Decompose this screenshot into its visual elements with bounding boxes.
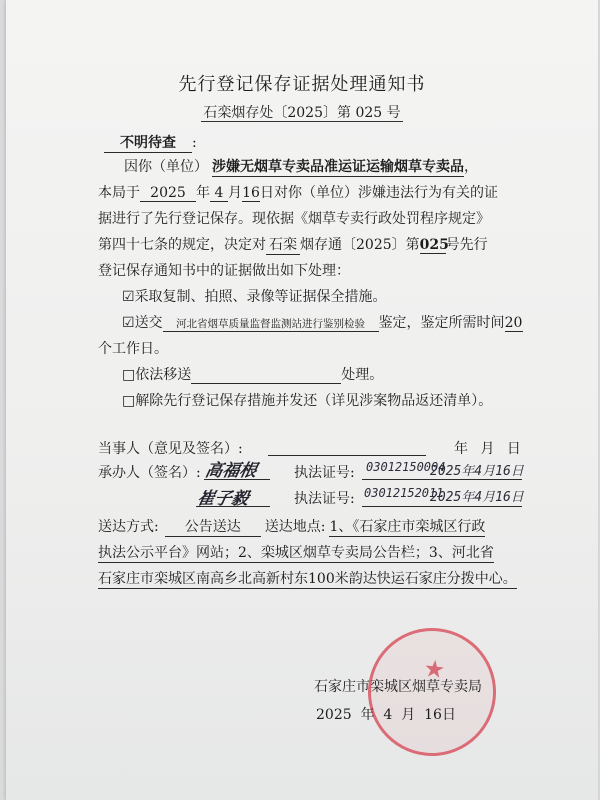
party-label: 当事人（意见及签名）: [98, 441, 243, 457]
seal-star-icon: ★ [422, 654, 447, 685]
signature-line-1 [204, 479, 270, 480]
delivery-place-2: 执法公示平台》网站；2、栾城区烟草专卖局公告栏；3、河北省 [98, 542, 494, 563]
checkbox-checked-icon: ☑ [122, 289, 135, 305]
cert-number-1: 03012150004 [366, 460, 446, 474]
party-signature-line [268, 455, 426, 456]
signature-line-2 [196, 506, 270, 507]
cert-label-1: 执法证号: [294, 465, 355, 481]
cert-number-2: 03012152011 [364, 486, 444, 500]
cert-line-2 [362, 506, 522, 507]
checkbox-checked-icon: ☑ [122, 315, 135, 331]
cert-label-2: 执法证号: [294, 491, 355, 507]
handler-label: 承办人（签名）: [98, 465, 201, 481]
date-year: 2025 [140, 185, 196, 202]
para-line-5: 登记保存通知书中的证据做出如下处理： [98, 263, 350, 279]
handler-signature-1: 高福根 [203, 461, 259, 481]
handler-date-1: 2025年4月16日 [430, 464, 524, 479]
para-line-4: 第四十七条的规定，决定对 石栾 烟存通〔2025〕第025号先行 [98, 234, 488, 255]
inspection-org: 河北省烟草质量监督监测站进行鉴别检验 [163, 316, 379, 332]
issue-date: 2025 年 4 月 16日 [316, 707, 456, 723]
option-2-cont: 个工作日。 [98, 341, 168, 357]
offense-text: 涉嫌无烟草专卖品准运证运输烟草专卖品 [212, 156, 464, 177]
checkbox-empty-icon: □ [122, 393, 136, 409]
delivery-place-1: 1、《石家庄市栾城区行政 [329, 516, 485, 537]
checkbox-empty-icon: □ [122, 367, 136, 383]
handler-date-2: 2025年4月16日 [430, 490, 524, 505]
date-month: 4 [210, 185, 228, 202]
document-page [6, 0, 598, 800]
delivery-line-1: 送达方式: 公告送达 送达地点: 1、《石家庄市栾城区行政 [98, 516, 485, 537]
para-line-3: 据进行了先行登记保存。现依据《烟草专卖行政处罚程序规定》 [98, 211, 490, 227]
delivery-place-3: 石家庄市栾城区南高乡北高新村东100米韵达快运石家庄分拨中心。 [98, 568, 517, 589]
document-title: 先行登记保存证据处理通知书 [178, 74, 426, 95]
notice-number: 025 [419, 237, 449, 253]
delivery-line-2 [98, 542, 494, 563]
handler-signature-2: 崔子毅 [195, 489, 251, 509]
inspection-days: 20 [504, 315, 523, 331]
place-code: 石栾 [266, 234, 300, 255]
cert-line-1 [362, 479, 522, 480]
para-line-2: 本局于 2025 年 4 月16日对你（单位）涉嫌违法行为有关的证 [98, 185, 498, 201]
issuing-org: 石家庄市栾城区烟草专卖局 [314, 679, 482, 695]
delivery-method: 公告送达 [165, 516, 261, 537]
option-3: □依法移送 处理。 [122, 367, 384, 383]
date-day: 16 [242, 185, 260, 201]
recipient-line: 不明待查 : [104, 132, 197, 153]
document-number: 石栾烟存处〔2025〕第 025 号 [203, 105, 401, 121]
option-2: ☑送交 河北省烟草质量监督监测站进行鉴别检验 鉴定，鉴定所需时间20 [122, 315, 523, 331]
option-4: □解除先行登记保存措施并发还（详见涉案物品返还清单）。 [122, 393, 493, 409]
para-line-1: 因你（单位） 涉嫌无烟草专卖品准运证运输烟草专卖品， [124, 156, 478, 177]
recipient-name: 不明待查 [104, 132, 192, 153]
option-1: ☑采取复制、拍照、录像等证据保全措施。 [122, 289, 387, 305]
delivery-line-3 [98, 568, 517, 589]
party-date: 年 月 日 [454, 441, 521, 457]
